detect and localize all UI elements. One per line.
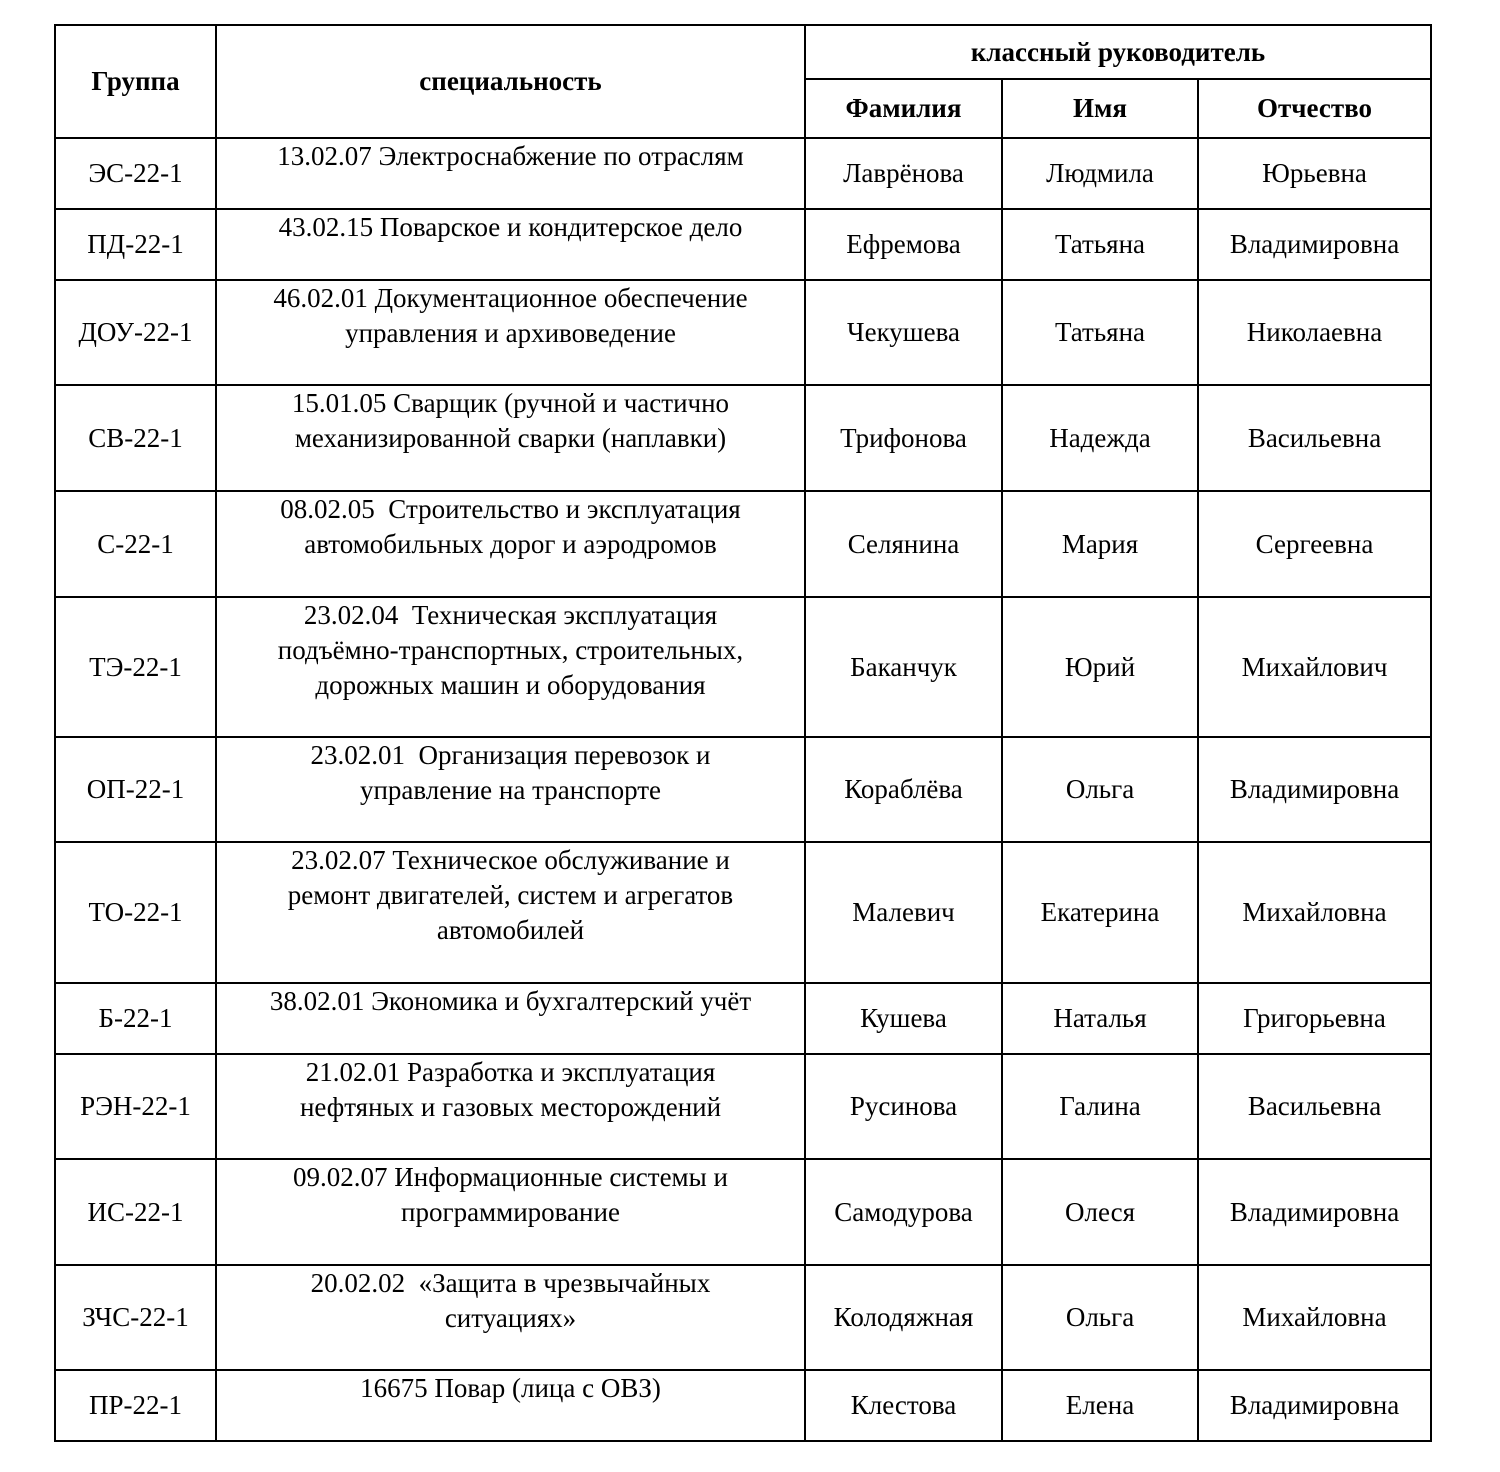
cell-patronymic: Михайлович	[1198, 597, 1431, 737]
table-row	[55, 842, 1431, 983]
table-row	[55, 1054, 1431, 1159]
cell-first-name: Мария	[1002, 491, 1198, 597]
cell-specialty	[216, 385, 805, 491]
cell-last-name: Ефремова	[805, 209, 1002, 280]
cell-patronymic: Васильевна	[1198, 1054, 1431, 1159]
cell-specialty	[216, 491, 805, 597]
table-row	[55, 1265, 1431, 1370]
table-body	[55, 138, 1431, 1441]
cell-first-name: Наталья	[1002, 983, 1198, 1054]
cell-patronymic: Михайловна	[1198, 1265, 1431, 1370]
specialty-line: механизированной сварки (наплавки)	[294, 423, 727, 453]
cell-group: ЭС-22-1	[55, 138, 216, 209]
cell-first-name: Татьяна	[1002, 209, 1198, 280]
specialty-line: автомобильных дорог и аэродромов	[304, 529, 717, 559]
cell-last-name: Трифонова	[805, 385, 1002, 491]
specialty-line: 43.02.15 Поварское и кондитерское дело	[278, 212, 743, 242]
cell-specialty	[216, 209, 805, 280]
table-row	[55, 491, 1431, 597]
specialty-line: 21.02.01 Разработка и эксплуатация	[305, 1057, 716, 1087]
specialty-line: нефтяных и газовых месторождений	[299, 1092, 722, 1122]
cell-group: ИС-22-1	[55, 1159, 216, 1265]
cell-last-name: Селянина	[805, 491, 1002, 597]
specialty-line: 08.02.05 Строительство и эксплуатация	[280, 494, 741, 524]
cell-patronymic: Васильевна	[1198, 385, 1431, 491]
cell-patronymic: Владимировна	[1198, 1370, 1431, 1441]
groups-table	[54, 24, 1432, 1442]
cell-first-name: Надежда	[1002, 385, 1198, 491]
specialty-line: дорожных машин и оборудования	[315, 670, 706, 700]
cell-last-name: Чекушева	[805, 280, 1002, 385]
header-last-name: Фамилия	[805, 79, 1002, 138]
cell-first-name: Ольга	[1002, 1265, 1198, 1370]
table-row	[55, 280, 1431, 385]
cell-group: ТЭ-22-1	[55, 597, 216, 737]
cell-last-name: Малевич	[805, 842, 1002, 983]
table-row	[55, 209, 1431, 280]
header-patronymic: Отчество	[1198, 79, 1431, 138]
specialty-line: программирование	[401, 1197, 620, 1227]
specialty-line: ситуациях»	[444, 1303, 577, 1333]
specialty-line: 13.02.07 Электроснабжение по отраслям	[277, 141, 744, 171]
table-row	[55, 1159, 1431, 1265]
cell-specialty	[216, 138, 805, 209]
cell-last-name: Кораблёва	[805, 737, 1002, 842]
cell-patronymic: Владимировна	[1198, 737, 1431, 842]
specialty-line: 20.02.02 «Защита в чрезвычайных	[310, 1268, 711, 1298]
specialty-line: 23.02.07 Техническое обслуживание и	[291, 845, 730, 875]
specialty-line: управления и архивоведение	[345, 318, 676, 348]
header-group: Группа	[55, 25, 216, 138]
cell-group: ПР-22-1	[55, 1370, 216, 1441]
specialty-line: 23.02.01 Организация перевозок и	[310, 740, 711, 770]
specialty-line: подъёмно-транспортных, строительных,	[277, 635, 744, 665]
cell-last-name: Кушева	[805, 983, 1002, 1054]
header-curator: классный руководитель	[805, 25, 1431, 79]
table-row	[55, 138, 1431, 209]
table-row	[55, 385, 1431, 491]
cell-specialty	[216, 1265, 805, 1370]
cell-specialty	[216, 597, 805, 737]
specialty-line: 46.02.01 Документационное обеспечение	[273, 283, 748, 313]
cell-patronymic: Юрьевна	[1198, 138, 1431, 209]
specialty-line: автомобилей	[436, 915, 585, 945]
cell-patronymic: Владимировна	[1198, 209, 1431, 280]
table-row	[55, 737, 1431, 842]
cell-group: ЗЧС-22-1	[55, 1265, 216, 1370]
table-row	[55, 1370, 1431, 1441]
table-row	[55, 597, 1431, 737]
cell-first-name: Екатерина	[1002, 842, 1198, 983]
cell-group: РЭН-22-1	[55, 1054, 216, 1159]
cell-first-name: Олеся	[1002, 1159, 1198, 1265]
specialty-line: 23.02.04 Техническая эксплуатация	[303, 600, 718, 630]
cell-last-name: Русинова	[805, 1054, 1002, 1159]
cell-patronymic: Григорьевна	[1198, 983, 1431, 1054]
cell-group: СВ-22-1	[55, 385, 216, 491]
cell-specialty	[216, 280, 805, 385]
cell-specialty	[216, 842, 805, 983]
table-row	[55, 983, 1431, 1054]
specialty-line: ремонт двигателей, систем и агрегатов	[287, 880, 734, 910]
cell-first-name: Елена	[1002, 1370, 1198, 1441]
specialty-line: 16675 Повар (лица с ОВЗ)	[360, 1373, 661, 1403]
cell-group: Б-22-1	[55, 983, 216, 1054]
cell-first-name: Людмила	[1002, 138, 1198, 209]
cell-first-name: Юрий	[1002, 597, 1198, 737]
cell-first-name: Галина	[1002, 1054, 1198, 1159]
cell-last-name: Лаврёнова	[805, 138, 1002, 209]
cell-group: ДОУ-22-1	[55, 280, 216, 385]
cell-last-name: Колодяжная	[805, 1265, 1002, 1370]
cell-patronymic: Михайловна	[1198, 842, 1431, 983]
cell-specialty	[216, 983, 805, 1054]
cell-group: ТО-22-1	[55, 842, 216, 983]
cell-last-name: Баканчук	[805, 597, 1002, 737]
cell-group: ПД-22-1	[55, 209, 216, 280]
specialty-line: управление на транспорте	[359, 775, 662, 805]
cell-first-name: Татьяна	[1002, 280, 1198, 385]
specialty-line: 15.01.05 Сварщик (ручной и частично	[291, 388, 730, 418]
cell-patronymic: Сергеевна	[1198, 491, 1431, 597]
cell-patronymic: Владимировна	[1198, 1159, 1431, 1265]
cell-group: ОП-22-1	[55, 737, 216, 842]
cell-specialty	[216, 737, 805, 842]
header-specialty: специальность	[216, 25, 805, 138]
specialty-line: 09.02.07 Информационные системы и	[293, 1162, 728, 1192]
cell-group: С-22-1	[55, 491, 216, 597]
cell-first-name: Ольга	[1002, 737, 1198, 842]
cell-specialty	[216, 1054, 805, 1159]
cell-last-name: Клестова	[805, 1370, 1002, 1441]
cell-specialty	[216, 1370, 805, 1441]
specialty-line: 38.02.01 Экономика и бухгалтерский учёт	[269, 986, 752, 1016]
cell-patronymic: Николаевна	[1198, 280, 1431, 385]
header-row-top	[55, 25, 1431, 79]
header-first-name: Имя	[1002, 79, 1198, 138]
cell-specialty	[216, 1159, 805, 1265]
cell-last-name: Самодурова	[805, 1159, 1002, 1265]
